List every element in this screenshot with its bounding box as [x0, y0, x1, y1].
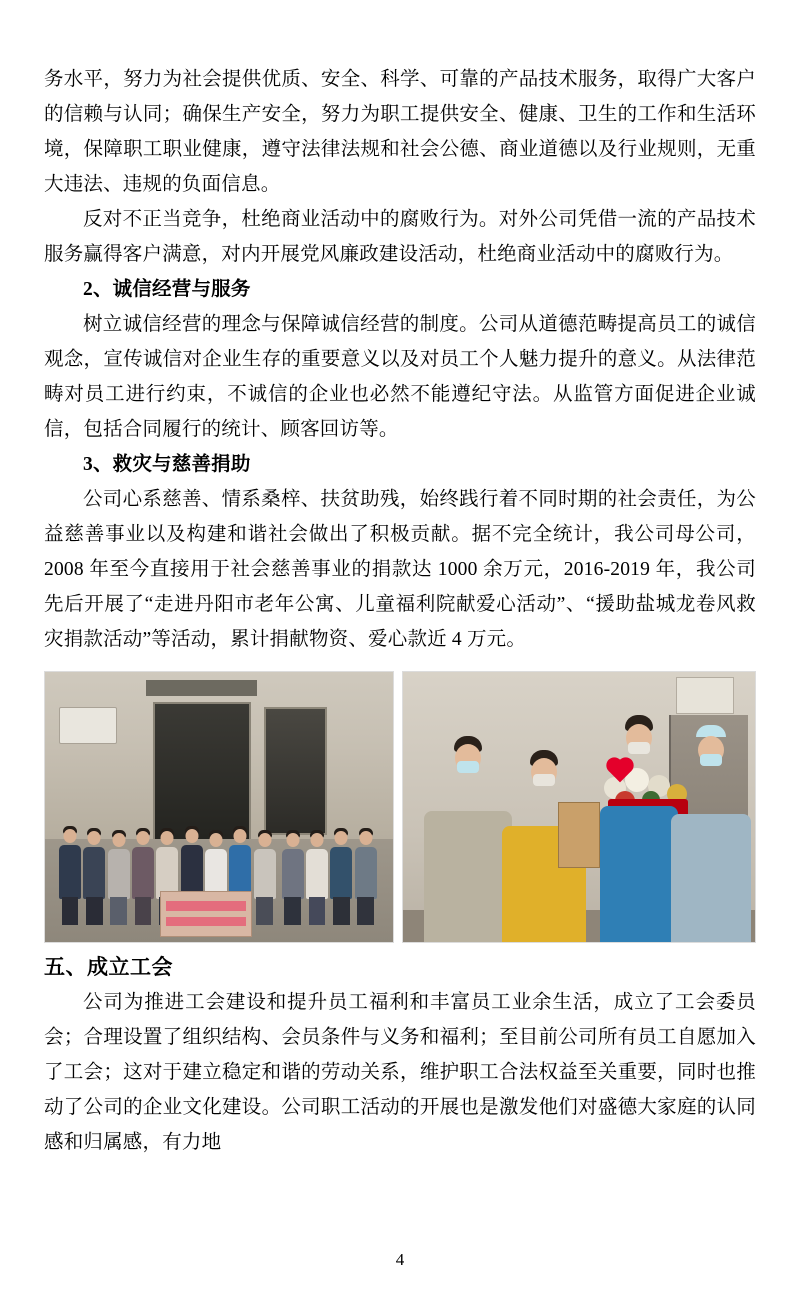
chapter-body-5: 公司为推进工会建设和提升员工福利和丰富员工业余生活，成立了工会委员会；合理设置了组织结构、会员条件与义务和福利；至目前公司所有员工自愿加入了工会；这对于建立稳定和谐的劳动关系，维护职工合法权益至关重要，同时也推动了公司的企业文化建设。公司职工活动的开展也是激发他们对盛德大家庭的认同感和归属感，有力地: [44, 992, 756, 1153]
section-body-2: 树立诚信经营的理念与保障诚信经营的制度。公司从道德范畴提高员工的诚信观念，宣传诚信对企业生存的重要意义以及对员工个人魅力提升的意义。从法律范畴对员工进行约束，不诚信的企业也必然不能遵纪守法。从监管方面促进企业诚信，包括合同履行的统计、顾客回访等。: [44, 314, 756, 440]
charity-group-photo: [44, 671, 394, 943]
flower-donation-photo: [402, 671, 756, 943]
paragraph-continued: 务水平，努力为社会提供优质、安全、科学、可靠的产品技术服务，取得广大客户的信赖与认同；确保生产安全，努力为职工提供安全、健康、卫生的工作和生活环境，保障职工职业健康，遵守法律法规和社会公德、商业道德以及行业规则，无重大违法、违规的负面信息。: [44, 69, 756, 195]
paragraph-anti-corruption: 反对不正当竞争，杜绝商业活动中的腐败行为。对外公司凭借一流的产品技术服务赢得客户满意，对内开展党风廉政建设活动，杜绝商业活动中的腐败行为。: [44, 209, 756, 265]
section-heading-2: 2、诚信经营与服务: [83, 279, 251, 300]
section-body-3: 公司心系慈善、情系桑梓、扶贫助残，始终践行着不同时期的社会责任，为公益慈善事业以及构建和谐社会做出了积极贡献。据不完全统计，我公司母公司，2008 年至今直接用于社会慈善事业的捐款达 1000 余万元，2016-2019 年，我公司先后开展了“走进丹阳市老年公寓、儿童福利院献爱心活动”、“援助盐城龙卷风救灾捐款活动”等活动，累计捐献物资、爱心款近 4 万元。: [44, 489, 756, 650]
chapter-heading-5: 五、成立工会: [44, 955, 173, 979]
section-heading-3: 3、救灾与慈善捐助: [83, 454, 251, 475]
figure-row: [44, 671, 756, 943]
page-number: 4: [395, 1250, 405, 1269]
